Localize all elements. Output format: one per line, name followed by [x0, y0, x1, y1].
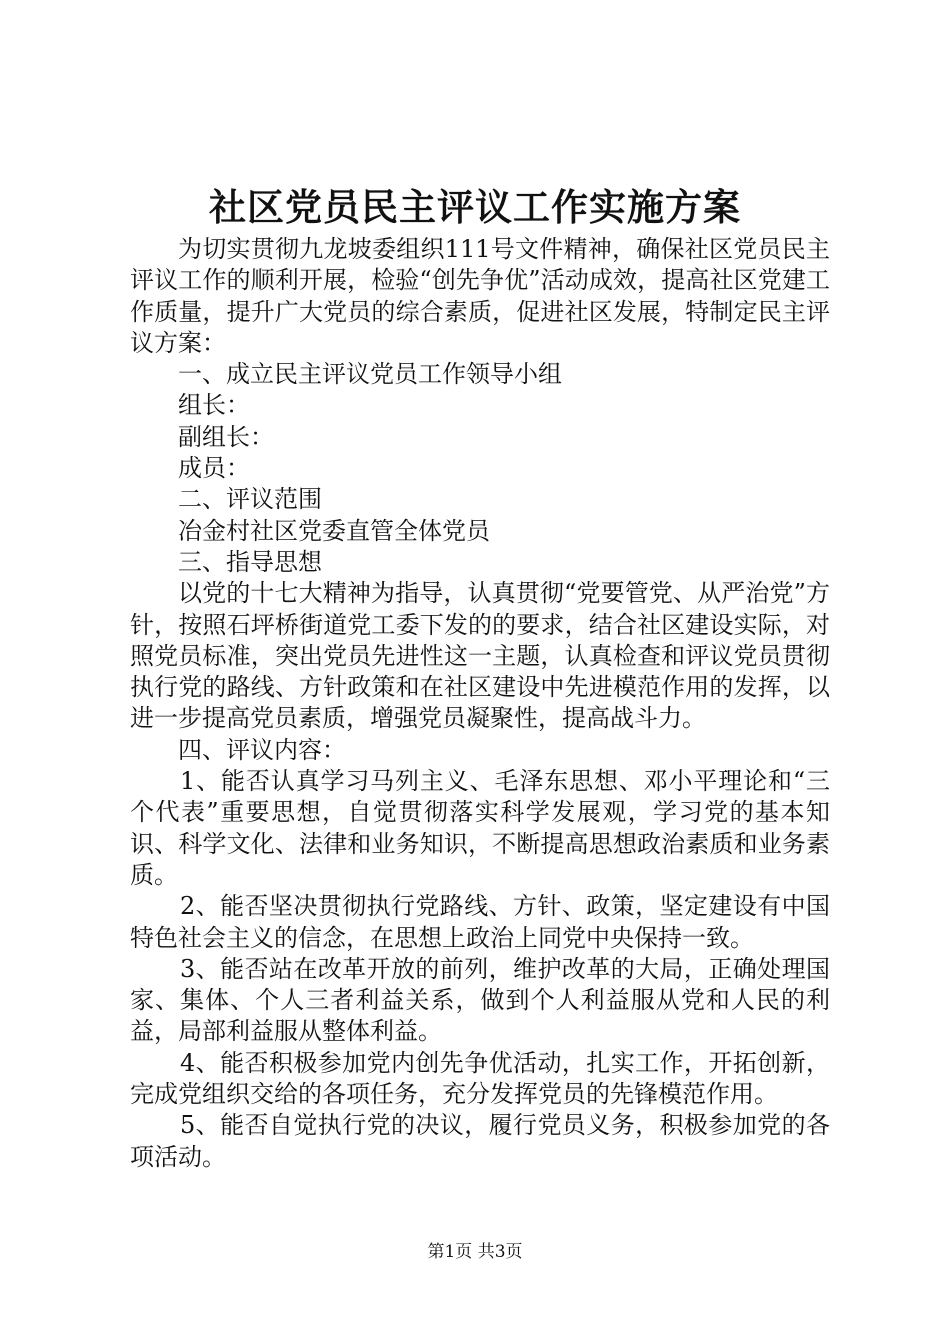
content-item-5: 5、能否自觉执行党的决议，履行党员义务，积极参加党的各项活动。: [130, 1111, 830, 1171]
section-heading-scope: 二、评议范围: [178, 485, 322, 514]
leader-line: 组长：: [178, 391, 250, 420]
guidance-paragraph: 以党的十七大精神为指导，认真贯彻“党要管党、从严治党”方针，按照石坪桥街道党工委下发的的要求，结合社区建设实际，对照党员标准，突出党员先进性这一主题，认真检查和评议党员贯彻执行党的路线、方针政策和在社区建设中先进模范作用的发挥，以进一步提高党员素质，增强党员凝聚性，提高战斗力。: [130, 579, 830, 733]
document-body: [130, 234, 830, 1173]
members-line: 成员：: [178, 454, 250, 483]
intro-paragraph: 为切实贯彻九龙坡委组织111号文件精神，确保社区党员民主评议工作的顺利开展，检验“创先争优”活动成效，提高社区党建工作质量，提升广大党员的综合素质，促进社区发展，特制定民主评议方案：: [130, 235, 830, 357]
scope-paragraph: 冶金村社区党委直管全体党员: [178, 516, 490, 545]
document-title: 社区党员民主评议工作实施方案: [209, 185, 741, 229]
content-item-3: 3、能否站在改革开放的前列，维护改革的大局，正确处理国家、集体、个人三者利益关系，做到个人利益服从党和人民的利益，局部利益服从整体利益。: [130, 954, 830, 1046]
section-heading-content: 四、评议内容：: [178, 735, 346, 764]
page-number-footer: 第1页 共3页: [427, 1242, 523, 1262]
deputy-leader-line: 副组长：: [178, 422, 274, 451]
section-heading-leadership: 一、成立民主评议党员工作领导小组: [178, 360, 562, 389]
content-item-1: 1、能否认真学习马列主义、毛泽东思想、邓小平理论和“三个代表”重要思想，自觉贯彻落实科学发展观，学习党的基本知识、科学文化、法律和业务知识，不断提高思想政治素质和业务素质。: [130, 767, 830, 889]
content-item-4: 4、能否积极参加党内创先争优活动，扎实工作，开拓创新，完成党组织交给的各项任务，充分发挥党员的先锋模范作用。: [130, 1048, 830, 1109]
section-heading-guidance: 三、指导思想: [178, 547, 322, 576]
content-item-2: 2、能否坚决贯彻执行党路线、方针、政策，坚定建设有中国特色社会主义的信念，在思想上政治上同党中央保持一致。: [130, 892, 830, 952]
